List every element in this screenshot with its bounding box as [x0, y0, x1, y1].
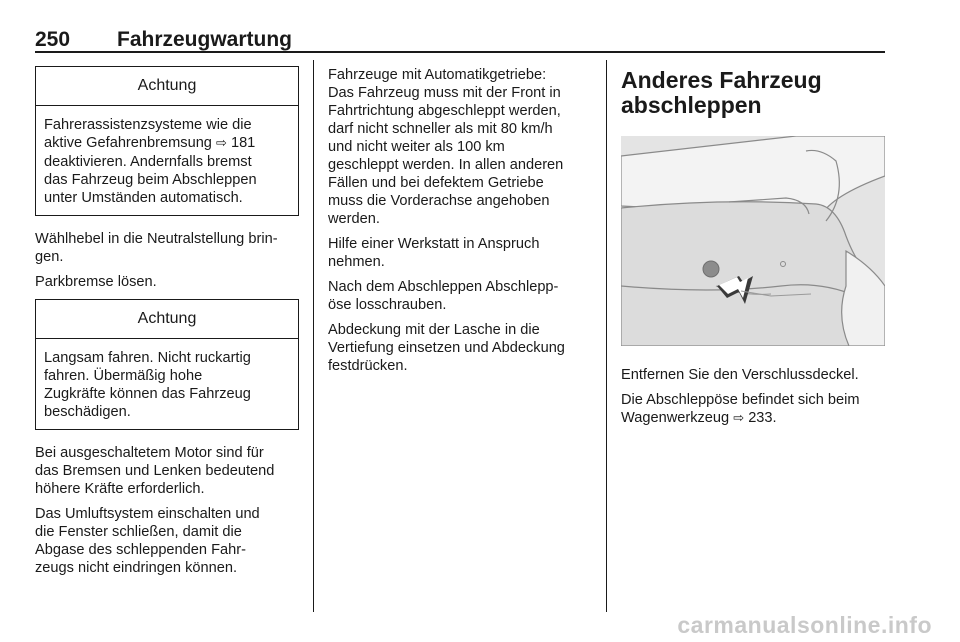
- page-reference[interactable]: 233.: [748, 410, 777, 426]
- warning-line: unter Umständen automatisch.: [44, 190, 243, 206]
- warning-line: Fahrerassistenzsysteme wie die: [44, 117, 252, 133]
- warning-line: Zugkräfte können das Fahrzeug: [44, 386, 251, 402]
- left-column: [35, 66, 299, 584]
- header-divider: [35, 51, 885, 53]
- text-line: das Bremsen und Lenken bedeutend: [35, 463, 275, 479]
- section-title-line: abschleppen: [621, 92, 762, 118]
- page-header: [35, 28, 885, 52]
- right-column: [621, 66, 885, 435]
- text-line: zeugs nicht eindringen können.: [35, 560, 238, 576]
- paragraph: [328, 321, 594, 375]
- text-line: Fällen und bei defektem Getriebe: [328, 175, 544, 191]
- text-line: werden.: [328, 211, 380, 227]
- page-reference-arrow-icon: ⇨: [733, 411, 745, 426]
- warning-line: beschädigen.: [44, 404, 131, 420]
- text-line: Wählhebel in die Neutralstellung brin-: [35, 231, 278, 247]
- column-divider-right: [606, 60, 607, 612]
- paragraph: [328, 235, 594, 271]
- text-line: festdrücken.: [328, 358, 408, 374]
- paragraph: Parkbremse lösen.: [35, 274, 157, 290]
- text-line: Fahrtrichtung abgeschleppt werden,: [328, 103, 561, 119]
- text-line: Die Abschleppöse befindet sich beim: [621, 392, 860, 408]
- middle-column: [328, 66, 594, 382]
- page-reference[interactable]: 181: [230, 135, 256, 151]
- warning-line-text: aktive Gefahrenbremsung: [44, 135, 216, 151]
- paragraph: [35, 230, 299, 266]
- paragraph: Entfernen Sie den Verschlussdeckel.: [621, 367, 859, 383]
- rear-bumper-tow-eye-cover-illustration: [621, 136, 885, 346]
- warning-box-1: [35, 66, 299, 216]
- text-line: gen.: [35, 249, 64, 265]
- text-line: Das Umluftsystem einschalten und: [35, 506, 260, 522]
- column-divider-left: [313, 60, 314, 612]
- page-reference-arrow-icon: ⇨: [215, 136, 227, 151]
- text-line: Das Fahrzeug muss mit der Front in: [328, 85, 561, 101]
- paragraph: [621, 391, 885, 428]
- warning-line: Langsam fahren. Nicht ruckartig: [44, 350, 251, 366]
- warning-box-2: [35, 299, 299, 430]
- paragraph: [328, 66, 594, 228]
- warning-body: [36, 339, 298, 429]
- paragraph: [35, 444, 299, 498]
- page-number: 250: [35, 28, 71, 51]
- text-line: Wagenwerkzeug: [621, 410, 734, 426]
- warning-line: das Fahrzeug beim Abschleppen: [44, 172, 257, 188]
- text-line: Abgase des schleppenden Fahr-: [35, 542, 246, 558]
- warning-line: [44, 134, 290, 153]
- text-line: öse losschrauben.: [328, 297, 447, 313]
- text-line: Hilfe einer Werkstatt in Anspruch: [328, 236, 540, 252]
- text-line: darf nicht schneller als mit 80 km/h: [328, 121, 553, 137]
- text-line: Nach dem Abschleppen Abschlepp-: [328, 279, 559, 295]
- warning-title: Achtung: [36, 300, 298, 339]
- warning-line: deaktivieren. Andernfalls bremst: [44, 154, 252, 170]
- text-line: höhere Kräfte erforderlich.: [35, 481, 205, 497]
- text-line: geschleppt werden. In allen anderen: [328, 157, 564, 173]
- warning-title: Achtung: [36, 67, 298, 106]
- text-line: muss die Vorderachse angehoben: [328, 193, 550, 209]
- text-line: Bei ausgeschaltetem Motor sind für: [35, 445, 264, 461]
- warning-line: fahren. Übermäßig hohe: [44, 368, 203, 384]
- chapter-title: Fahrzeugwartung: [117, 28, 293, 51]
- text-line: und nicht weiter als 100 km: [328, 139, 505, 155]
- paragraph: [328, 278, 594, 314]
- text-line: Fahrzeuge mit Automatikgetriebe:: [328, 67, 547, 83]
- text-line: Abdeckung mit der Lasche in die: [328, 322, 540, 338]
- text-line: nehmen.: [328, 254, 385, 270]
- section-title: [621, 68, 885, 118]
- watermark: carmanualsonline.info: [677, 612, 932, 638]
- paragraph: [35, 505, 299, 577]
- section-title-line: Anderes Fahrzeug: [621, 67, 822, 93]
- warning-body: [36, 106, 298, 215]
- text-line: die Fenster schließen, damit die: [35, 524, 242, 540]
- text-line: Vertiefung einsetzen und Abdeckung: [328, 340, 565, 356]
